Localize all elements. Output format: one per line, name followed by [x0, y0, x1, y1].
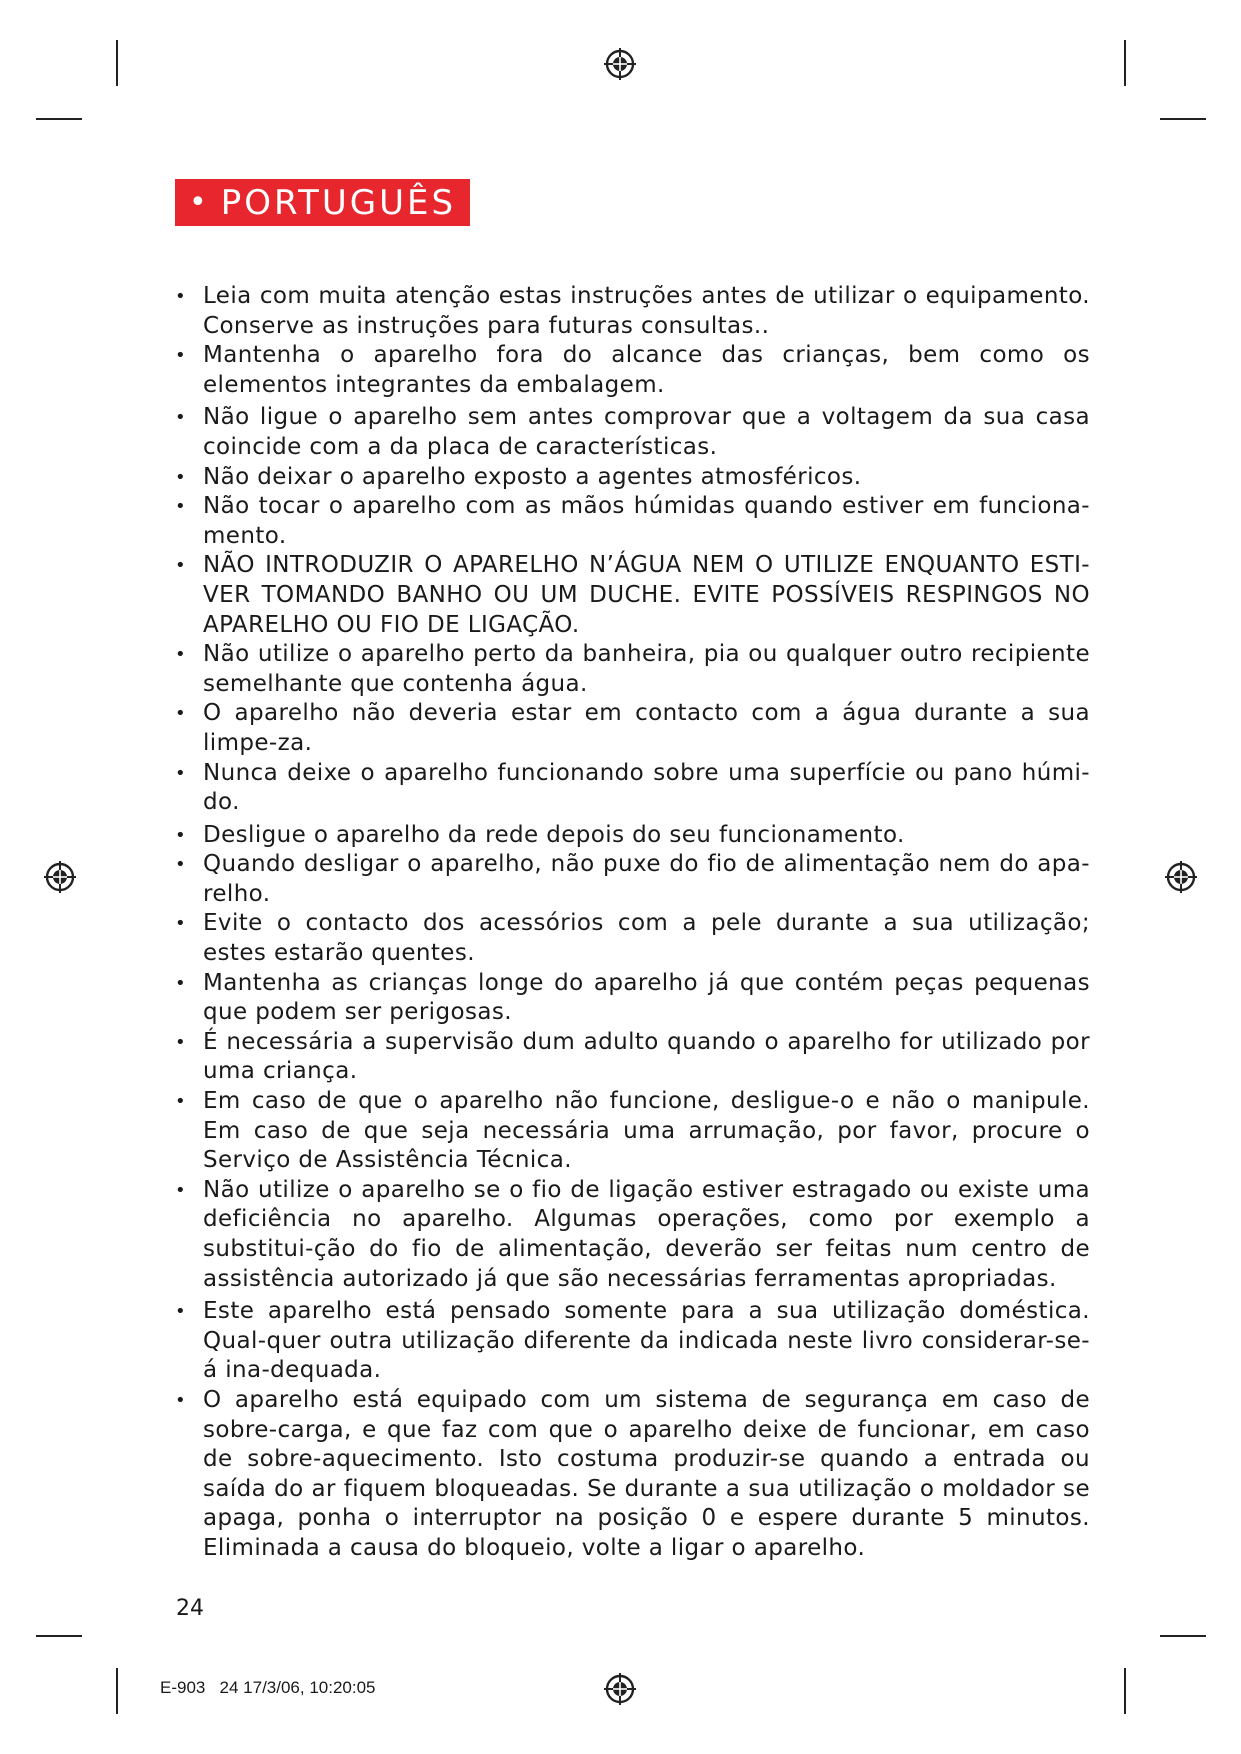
bullet-icon: • — [175, 1031, 187, 1053]
list-item — [175, 699, 1090, 758]
crop-mark-bottom-left — [116, 1668, 118, 1714]
bullet-icon: • — [175, 466, 187, 488]
bullet-icon: • — [175, 824, 187, 846]
section-header — [175, 179, 470, 226]
warning-text: Não ligue o aparelho sem antes comprovar que a voltagem da sua casa coincide com a da placa de características. — [203, 404, 1090, 460]
crop-mark-right-bottom — [1160, 1635, 1206, 1637]
page-number: 24 — [176, 1596, 204, 1621]
safety-warnings-list — [175, 282, 1090, 1564]
registration-mark-icon — [42, 859, 78, 895]
registration-mark-icon — [1163, 859, 1199, 895]
bullet-icon: • — [175, 1301, 187, 1323]
crop-mark-bottom-right — [1124, 1668, 1126, 1714]
section-header-bullet: • — [189, 184, 207, 220]
list-item — [175, 403, 1090, 462]
warning-text: Nunca deixe o aparelho funcionando sobre uma superfície ou pano húmi-do. — [203, 759, 1090, 816]
warning-text: Não deixar o aparelho exposto a agentes atmosféricos. — [203, 463, 862, 490]
list-item — [175, 759, 1090, 818]
warning-text: Desligue o aparelho da rede depois do seu funcionamento. — [203, 821, 905, 848]
warning-text: Mantenha as crianças longe do aparelho já que contém peças pequenas que podem ser perigosas. — [203, 969, 1090, 1026]
bullet-icon: • — [175, 286, 187, 307]
bullet-icon: • — [175, 703, 187, 725]
list-item — [175, 1176, 1090, 1294]
bullet-icon: • — [175, 1389, 187, 1411]
warning-text: Quando desligar o aparelho, não puxe do fio de alimentação nem do apa-relho. — [203, 851, 1090, 907]
section-title: PORTUGUÊS — [220, 182, 457, 223]
warning-text: Não tocar o aparelho com as mãos húmidas quando estiver em funciona-mento. — [203, 493, 1090, 549]
bullet-icon: • — [175, 913, 187, 935]
warning-text: Em caso de que o aparelho não funcione, desligue-o e não o manipule. Em caso de que seja necessária uma arrumação, por favor, procure o Serviço de Assistência Técnica. — [203, 1088, 1090, 1174]
list-item — [175, 1028, 1090, 1087]
crop-mark-right-top — [1160, 118, 1206, 120]
registration-mark-icon — [602, 1671, 638, 1707]
print-slug: E-903 24 17/3/06, 10:20:05 — [160, 1678, 376, 1697]
bullet-icon: • — [175, 644, 187, 666]
crop-mark-left-top — [36, 118, 82, 120]
warning-text: Mantenha o aparelho fora do alcance das crianças, bem como os elementos integrantes da embalagem. — [203, 342, 1090, 398]
list-item — [175, 492, 1090, 551]
bullet-icon: • — [175, 1179, 187, 1201]
list-item — [175, 909, 1090, 968]
list-item — [175, 341, 1090, 400]
warning-text: Não utilize o aparelho se o fio de ligação estiver estragado ou existe uma deficiência no aparelho. Algumas operações, como por exemplo a substitui-ção do fio de alimentação, deverão ser feitas num centro de assistência autorizado já que são necessárias ferramentas apropriadas. — [203, 1176, 1090, 1292]
bullet-icon: • — [175, 854, 187, 876]
list-item — [175, 551, 1090, 640]
warning-text: É necessária a supervisão dum adulto quando o aparelho for utilizado por uma criança. — [203, 1028, 1090, 1085]
crop-mark-top-right — [1124, 40, 1126, 86]
warning-text: Evite o contacto dos acessórios com a pele durante a sua utilização; estes estarão quentes. — [203, 910, 1090, 967]
list-item — [175, 850, 1090, 909]
warning-text: NÃO INTRODUZIR O APARELHO N’ÁGUA NEM O UTILIZE ENQUANTO ESTI-VER TOMANDO BANHO OU UM DUCHE. EVITE POSSÍVEIS RESPINGOS NO APARELHO OU FIO DE LIGAÇÃO. — [203, 552, 1090, 638]
list-item — [175, 640, 1090, 699]
bullet-icon: • — [175, 407, 187, 429]
bullet-icon: • — [175, 555, 187, 577]
warning-text: O aparelho não deveria estar em contacto com a água durante a sua limpe-za. — [203, 700, 1090, 756]
list-item — [175, 1297, 1090, 1386]
crop-mark-top-left — [116, 40, 118, 86]
warning-text: Este aparelho está pensado somente para a sua utilização doméstica. Qual-quer outra utilização diferente da indicada neste livro considerar-se-á ina-dequada. — [203, 1298, 1090, 1384]
warning-text: Leia com muita atenção estas instruções antes de utilizar o equipamento. Conserve as instruções para futuras consultas.. — [203, 283, 1090, 339]
bullet-icon: • — [175, 345, 187, 367]
list-item — [175, 282, 1090, 341]
list-item — [175, 463, 1090, 493]
bullet-icon: • — [175, 496, 187, 518]
bullet-icon: • — [175, 762, 187, 784]
list-item — [175, 969, 1090, 1028]
crop-mark-left-bottom — [36, 1635, 82, 1637]
warning-text: Não utilize o aparelho perto da banheira, pia ou qualquer outro recipiente semelhante que contenha água. — [203, 641, 1090, 697]
list-item — [175, 821, 1090, 851]
warning-text: O aparelho está equipado com um sistema de segurança em caso de sobre-carga, e que faz com que o aparelho deixe de funcionar, em caso de sobre-aquecimento. Isto costuma produzir-se quando a entrada ou saída do ar fiquem bloqueadas. Se durante a sua utilização o moldador se apaga, ponha o interruptor na posição 0 e espere durante 5 minutos. Eliminada a causa do bloqueio, volte a ligar o aparelho. — [203, 1386, 1090, 1561]
list-item — [175, 1087, 1090, 1176]
list-item — [175, 1386, 1090, 1564]
bullet-icon: • — [175, 1091, 187, 1113]
registration-mark-icon — [602, 46, 638, 82]
bullet-icon: • — [175, 972, 187, 994]
